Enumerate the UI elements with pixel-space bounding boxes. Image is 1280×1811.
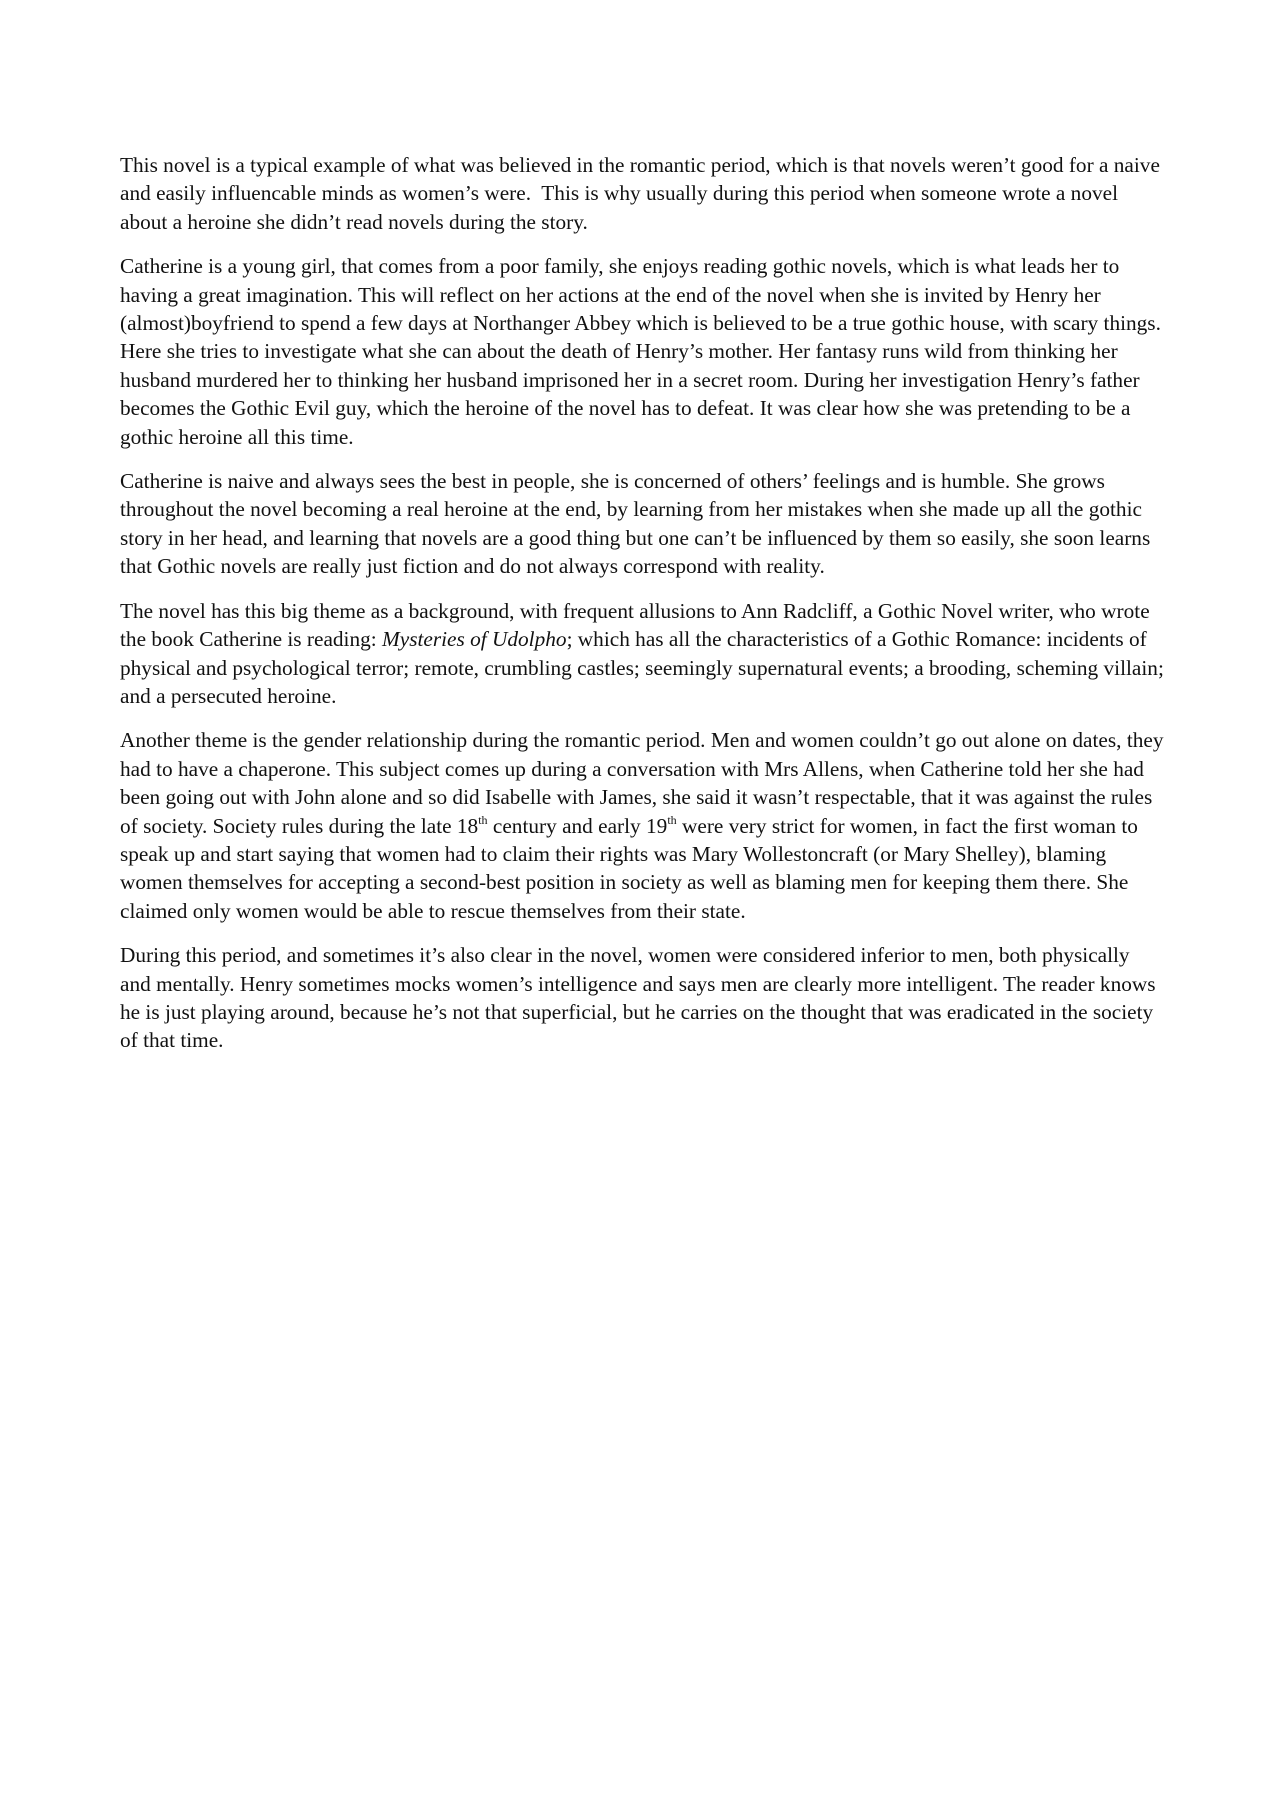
paragraph-5-text-c: were very strict for women, in fact the first woman to speak up and start saying that women had to claim their rights was Mary Wollestoncraft (or Mary Shelley), blaming women themselves for accepting a second-best position in society as well as blaming men for keeping them there. She claimed only women would be able to rescue themselves from their state.	[120, 813, 1144, 923]
paragraph-6-text: During this period, and sometimes it’s also clear in the novel, women were considered inferior to men, both physically and mentally. Henry sometimes mocks women’s intelligence and says men are clearly more intelligent. The reader knows he is just playing around, because he’s not that superficial, but he carries on the thought that was eradicated in the society of that time.	[120, 943, 1161, 1053]
superscript-th-1: th	[478, 812, 488, 827]
paragraph-4-text-end: ; which has all the characteristics of a Gothic Romance: incidents of physical and psychological terror; remote, crumbling castles; seemingly supernatural events; a brooding, scheming villain; and a persecuted heroine.	[120, 627, 1170, 708]
paragraph-5	[120, 726, 1169, 925]
paragraph-5-text-b: century and early 19	[487, 813, 668, 838]
paragraph-6	[120, 941, 1164, 1055]
paragraph-4-text-start: The novel has this big theme as a background, with frequent allusions to Ann Radcliff, a Gothic Novel writer, who wrote the book Catherine is reading:	[120, 598, 1155, 652]
paragraph-4	[120, 597, 1170, 711]
paragraph-5-text-a: Another theme is the gender relationship during the romantic period. Men and women couldn’t go out alone on dates, they had to have a chaperone. This subject comes up during a conversation with Mrs Allens, when Catherine told her she had been going out with John alone and so did Isabelle with James, she said it wasn’t respectable, that it was against the rules of society. Society rules during the late 18	[120, 728, 1169, 838]
superscript-th-2: th	[667, 812, 677, 827]
paragraph-1-text: This novel is a typical example of what was believed in the romantic period, which is that novels weren’t good for a naive and easily influencable minds as women’s were. This is why usually during this period when someone wrote a novel about a heroine she didn’t read novels during the story.	[120, 153, 1166, 234]
paragraph-3	[120, 467, 1164, 581]
book-title-italic: Mysteries of Udolpho	[382, 627, 567, 652]
paragraph-3-text: Catherine is naive and always sees the best in people, she is concerned of others’ feelings and is humble. She grows throughout the novel becoming a real heroine at the end, by learning from her mistakes when she made up all the gothic story in her head, and learning that novels are a good thing but one can’t be influenced by them so easily, she soon learns that Gothic novels are really just fiction and do not always correspond with reality.	[120, 469, 1156, 579]
document-body	[120, 151, 1170, 1071]
paragraph-2	[120, 252, 1167, 451]
paragraph-2-text: Catherine is a young girl, that comes from a poor family, she enjoys reading gothic novels, which is what leads her to having a great imagination. This will reflect on her actions at the end of the novel when she is invited by Henry her (almost)boyfriend to spend a few days at Northanger Abbey which is believed to be a true gothic house, with scary things. Here she tries to investigate what she can about the death of Henry’s mother. Her fantasy runs wild from thinking her husband murdered her to thinking her husband imprisoned her in a secret room. During her investigation Henry’s father becomes the Gothic Evil guy, which the heroine of the novel has to defeat. It was clear how she was pretending to be a gothic heroine all this time.	[120, 254, 1167, 449]
paragraph-1	[120, 151, 1164, 236]
